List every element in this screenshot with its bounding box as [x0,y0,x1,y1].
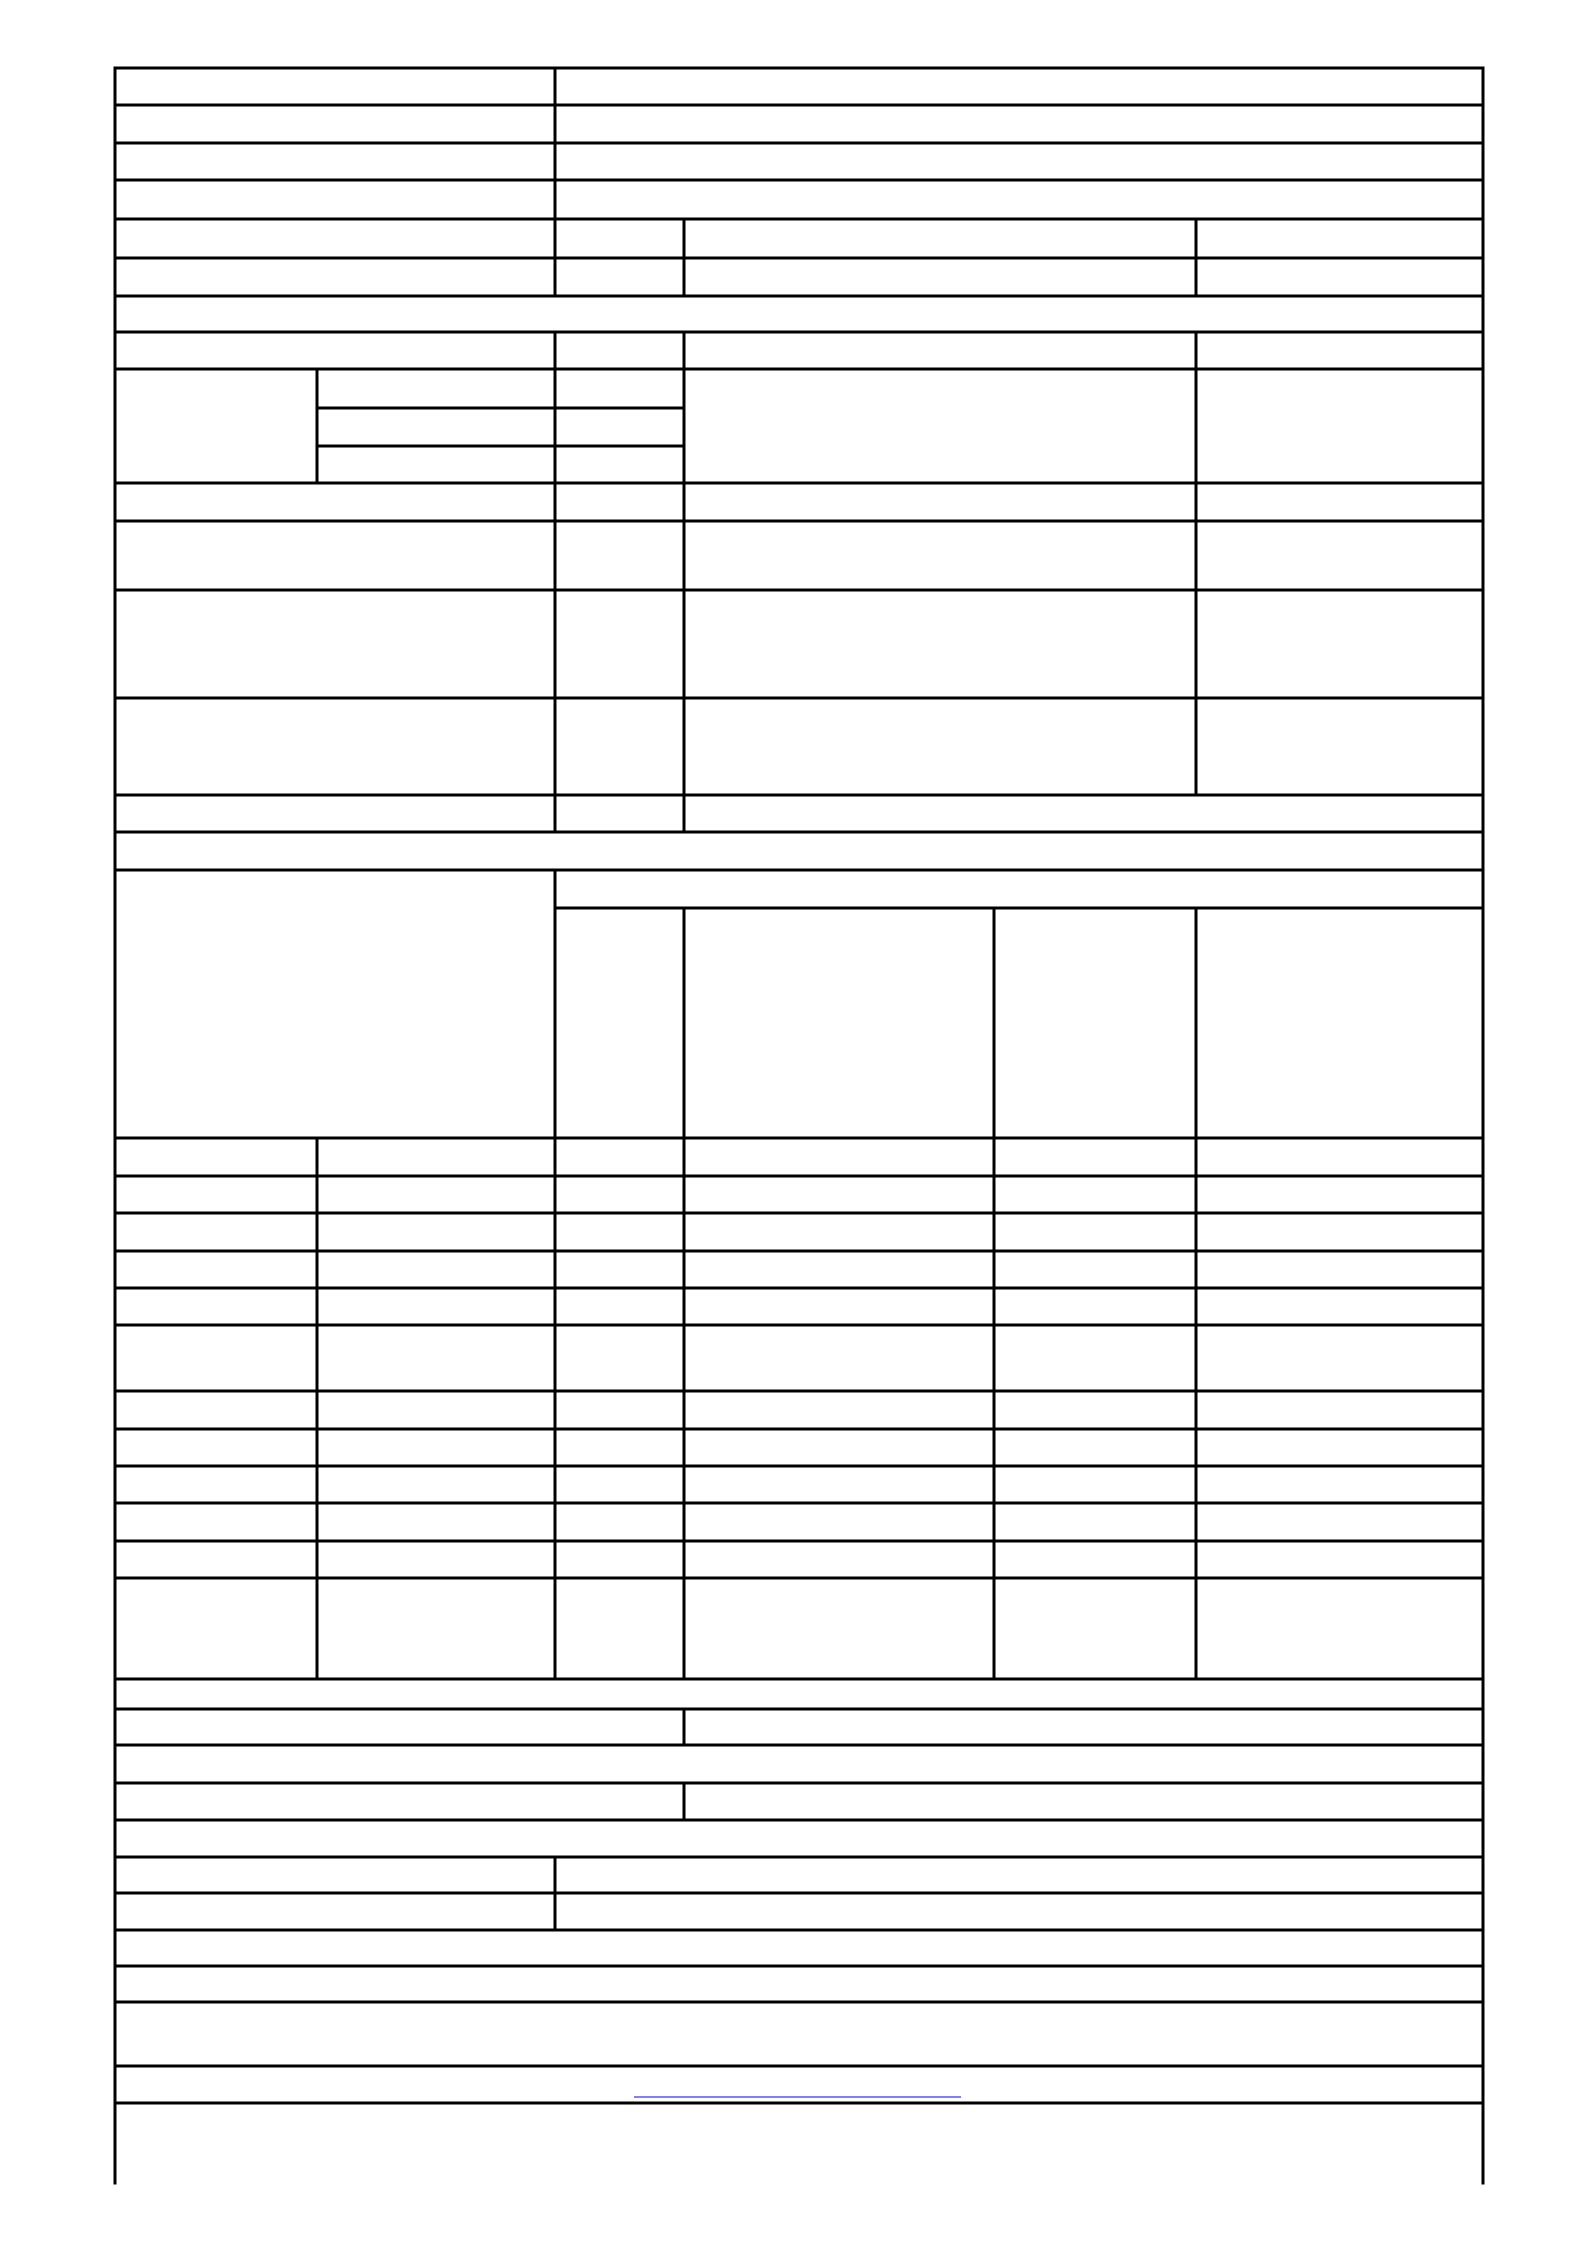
column-separators [317,68,1196,1930]
row-separators [115,105,1483,2103]
outer-frame [115,68,1483,2183]
